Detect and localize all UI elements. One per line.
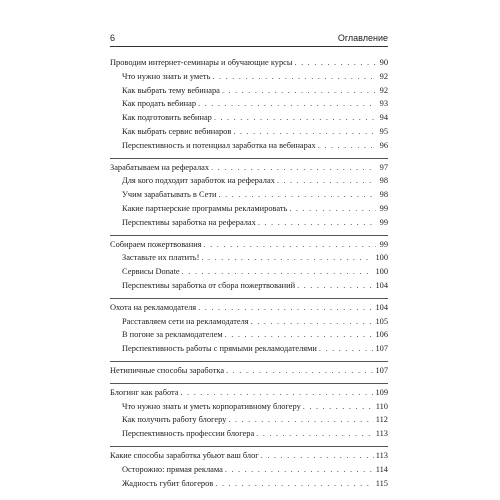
entry-page-number: 92: [379, 85, 388, 95]
dot-leader: [228, 413, 373, 427]
entry-title: Блогинг как работа: [110, 387, 179, 397]
dot-leader: [182, 265, 374, 279]
toc-subentry[interactable]: [110, 216, 388, 230]
dot-leader: [198, 97, 376, 111]
toc-subentry[interactable]: [110, 111, 388, 125]
dot-leader: [258, 216, 376, 230]
toc-subentry[interactable]: [110, 315, 388, 329]
entry-page-number: 98: [379, 176, 388, 186]
entry-title: Какие партнерские программы рекламировать: [122, 203, 288, 213]
toc-subentry[interactable]: [110, 427, 388, 441]
entry-title: Жадность губит блогеров: [122, 478, 214, 488]
entry-title: Перспективы заработка от сбора пожертвований: [122, 280, 296, 290]
entry-page-number: 97: [379, 162, 388, 172]
entry-title: Как продать вебинар: [122, 99, 197, 109]
toc-section: [110, 235, 388, 293]
entry-page-number: 99: [379, 217, 388, 227]
entry-page-number: 112: [375, 415, 388, 425]
entry-title: Учим зарабатывать в Сети: [122, 190, 217, 200]
entry-title: Охота на рекламодателя: [110, 302, 197, 312]
entry-title: Как выбрать сервис вебинаров: [122, 126, 232, 136]
toc-subentry[interactable]: [110, 139, 388, 153]
entry-title: Осторожно: прямая реклама: [122, 464, 223, 474]
dot-leader: [225, 463, 374, 477]
entry-title: Для кого подходит заработок на рефералах: [122, 176, 275, 186]
dot-leader: [225, 328, 374, 342]
toc-subentry[interactable]: [110, 279, 388, 293]
toc-chapter-entry[interactable]: [110, 386, 388, 400]
entry-page-number: 107: [375, 365, 388, 375]
entry-page-number: 113: [375, 450, 388, 460]
book-page: [110, 0, 388, 500]
toc-subentry[interactable]: [110, 202, 388, 216]
entry-page-number: 96: [379, 140, 388, 150]
toc-subentry[interactable]: [110, 125, 388, 139]
dot-leader: [219, 188, 376, 202]
entry-title: Какие способы заработка убьют ваш блог: [110, 450, 259, 460]
toc-section: [110, 361, 388, 378]
entry-title: Собираем пожертвования: [110, 239, 202, 249]
entry-page-number: 99: [379, 239, 388, 249]
entry-title: В погоне за рекламодателем: [122, 330, 223, 340]
entry-page-number: 106: [375, 330, 388, 340]
entry-page-number: 98: [379, 190, 388, 200]
entry-page-number: 104: [375, 280, 388, 290]
toc-section: [110, 383, 388, 441]
dot-leader: [222, 84, 376, 98]
toc-chapter-entry[interactable]: [110, 364, 388, 378]
entry-page-number: 115: [375, 478, 388, 488]
toc-chapter-entry[interactable]: [110, 56, 388, 70]
entry-page-number: 92: [379, 71, 388, 81]
entry-title: Перспективность работы с прямыми рекламодателями: [122, 344, 317, 354]
toc-subentry[interactable]: [110, 97, 388, 111]
toc-chapter-entry[interactable]: [110, 301, 388, 315]
entry-page-number: 99: [379, 203, 388, 213]
entry-title: Перспективы заработка на рефералах: [122, 217, 256, 227]
toc-section: [110, 446, 388, 490]
dot-leader: [204, 238, 376, 252]
toc-subentry[interactable]: [110, 477, 388, 491]
entry-page-number: 104: [375, 302, 388, 312]
toc-subentry[interactable]: [110, 174, 388, 188]
entry-page-number: 113: [375, 429, 388, 439]
toc-section: [110, 298, 388, 356]
entry-page-number: 100: [375, 267, 388, 277]
entry-title: Как получить работу блогеру: [122, 415, 227, 425]
entry-page-number: 94: [379, 113, 388, 123]
entry-page-number: 107: [375, 344, 388, 354]
dot-leader: [181, 386, 374, 400]
entry-title: Как подготовить вебинар: [122, 113, 212, 123]
entry-title: Зарабатываем на рефералах: [110, 162, 210, 172]
toc-subentry[interactable]: [110, 328, 388, 342]
toc-section: [110, 158, 388, 230]
dot-leader: [295, 56, 377, 70]
toc-subentry[interactable]: [110, 265, 388, 279]
entry-title: Заставьте их платить!: [122, 253, 200, 263]
toc-subentry[interactable]: [110, 70, 388, 84]
dot-leader: [303, 400, 374, 414]
entry-page-number: 93: [379, 99, 388, 109]
dot-leader: [214, 111, 376, 125]
entry-title: Нетипичные способы заработка: [110, 365, 225, 375]
dot-leader: [289, 202, 376, 216]
entry-title: Что нужно знать и уметь: [122, 71, 211, 81]
toc-subentry[interactable]: [110, 251, 388, 265]
entry-title: Как выбрать тему вебинара: [122, 85, 220, 95]
dot-leader: [297, 279, 373, 293]
dot-leader: [256, 427, 374, 441]
dot-leader: [212, 70, 376, 84]
entry-title: Перспективность профессии блогера: [122, 429, 255, 439]
table-of-contents: [110, 56, 388, 495]
entry-page-number: 109: [375, 387, 388, 397]
running-title: Оглавление: [337, 33, 388, 43]
entry-title: Перспективность и потенциал заработка на вебинарах: [122, 140, 316, 150]
toc-subentry[interactable]: [110, 342, 388, 356]
toc-chapter-entry[interactable]: [110, 449, 388, 463]
entry-title: Что нужно знать и уметь корпоративному блогеру: [122, 401, 301, 411]
toc-section: [110, 56, 388, 153]
entry-title: Расставляем сети на рекламодателя: [122, 316, 249, 326]
page-number: 6: [110, 33, 116, 43]
toc-subentry[interactable]: [110, 463, 388, 477]
entry-title: Проводим интернет-семинары и обучающие курсы: [110, 58, 293, 67]
toc-chapter-entry[interactable]: [110, 161, 388, 175]
toc-subentry[interactable]: [110, 188, 388, 202]
dot-leader: [215, 477, 373, 491]
dot-leader: [318, 139, 376, 153]
entry-title: Сервисы Donate: [122, 267, 180, 277]
entry-page-number: 90: [379, 58, 388, 67]
entry-page-number: 110: [375, 401, 388, 411]
dot-leader: [198, 301, 373, 315]
dot-leader: [233, 125, 376, 139]
dot-leader: [261, 449, 374, 463]
dot-leader: [251, 315, 374, 329]
dot-leader: [319, 342, 374, 356]
dot-leader: [201, 251, 373, 265]
toc-subentry[interactable]: [110, 413, 388, 427]
entry-page-number: 114: [375, 464, 388, 474]
running-head: [110, 33, 388, 45]
dot-leader: [226, 364, 373, 378]
dot-leader: [277, 174, 376, 188]
entry-page-number: 95: [379, 126, 388, 136]
entry-page-number: 105: [375, 316, 388, 326]
header-rule: [110, 46, 388, 47]
toc-subentry[interactable]: [110, 400, 388, 414]
toc-subentry[interactable]: [110, 84, 388, 98]
toc-chapter-entry[interactable]: [110, 238, 388, 252]
entry-page-number: 100: [375, 253, 388, 263]
dot-leader: [211, 161, 376, 175]
